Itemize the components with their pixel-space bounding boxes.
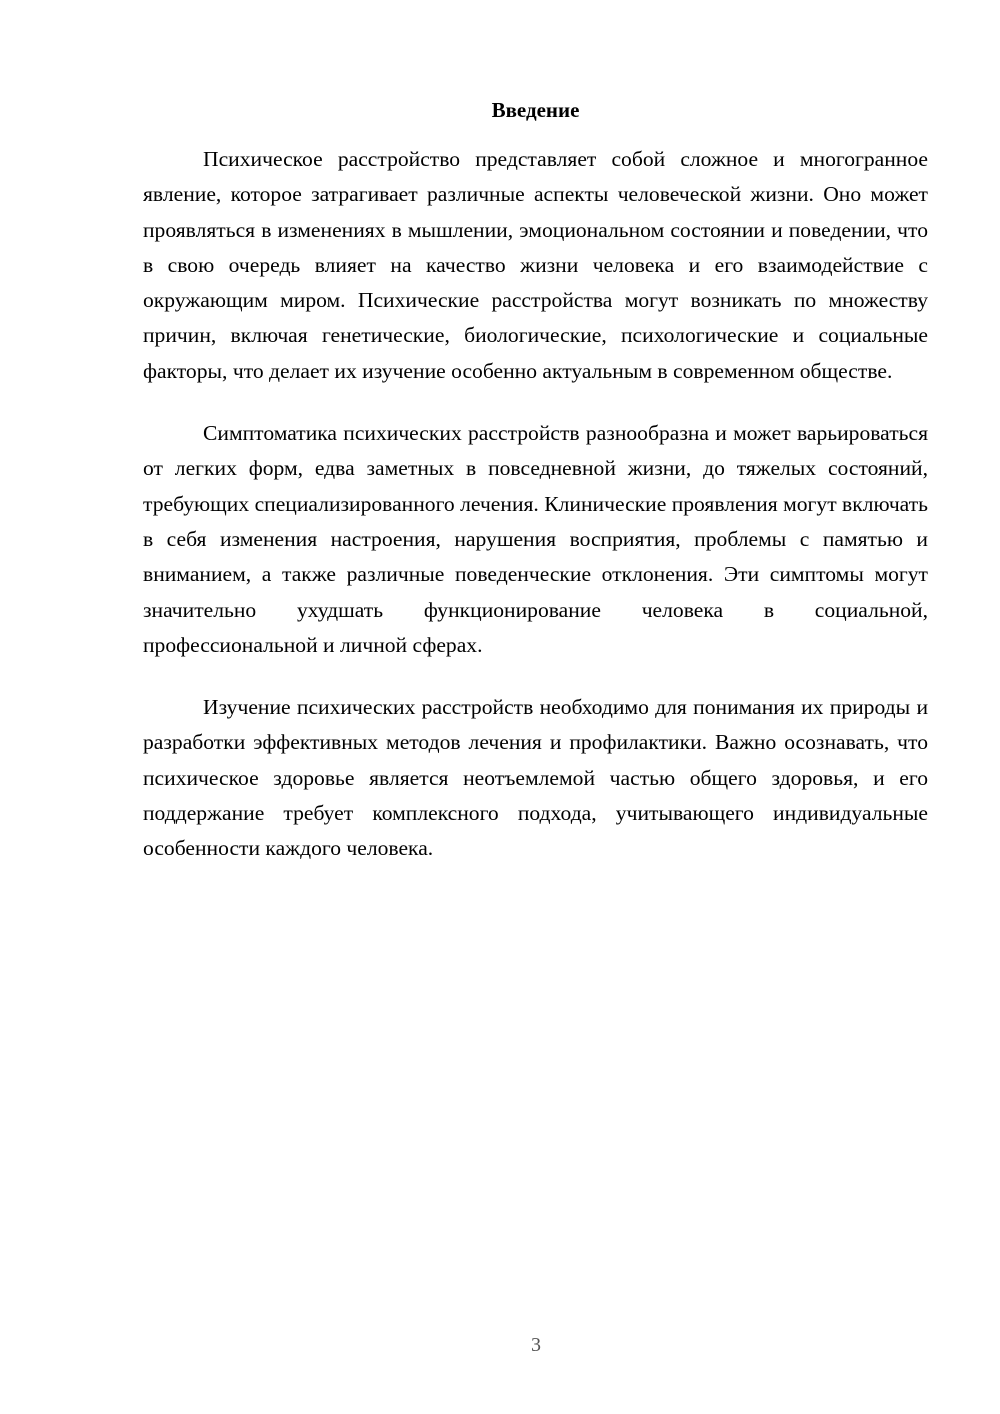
body-text (143, 142, 928, 894)
paragraph-1: Психическое расстройство представляет собой сложное и многогранное явление, которое затрагивает различные аспекты человеческой жизни. Оно может проявляться в изменениях в мышлении, эмоциональном состоянии и поведении, что в свою очередь влияет на качество жизни человека и его взаимодействие с окружающим миром. Психические расстройства могут возникать по множеству причин, включая генетические, биологические, психологические и социальные факторы, что делает их изучение особенно актуальным в современном обществе. (143, 147, 928, 383)
paragraph-3: Изучение психических расстройств необходимо для понимания их природы и разработки эффективных методов лечения и профилактики. Важно осознавать, что психическое здоровье является неотъемлемой частью общего здоровья, и его поддержание требует комплексного подхода, учитывающего индивидуальные особенности каждого человека. (143, 695, 928, 861)
page-number: 3 (531, 1334, 541, 1356)
section-heading: Введение (491, 98, 580, 122)
paragraph-2: Симптоматика психических расстройств разнообразна и может варьироваться от легких форм, едва заметных в повседневной жизни, до тяжелых состояний, требующих специализированного лечения. Клинические проявления могут включать в себя изменения настроения, нарушения восприятия, проблемы с памятью и вниманием, а также различные поведенческие отклонения. Эти симптомы могут значительно ухудшать функционирование человека в социальной, профессиональной и личной сферах. (143, 421, 928, 657)
